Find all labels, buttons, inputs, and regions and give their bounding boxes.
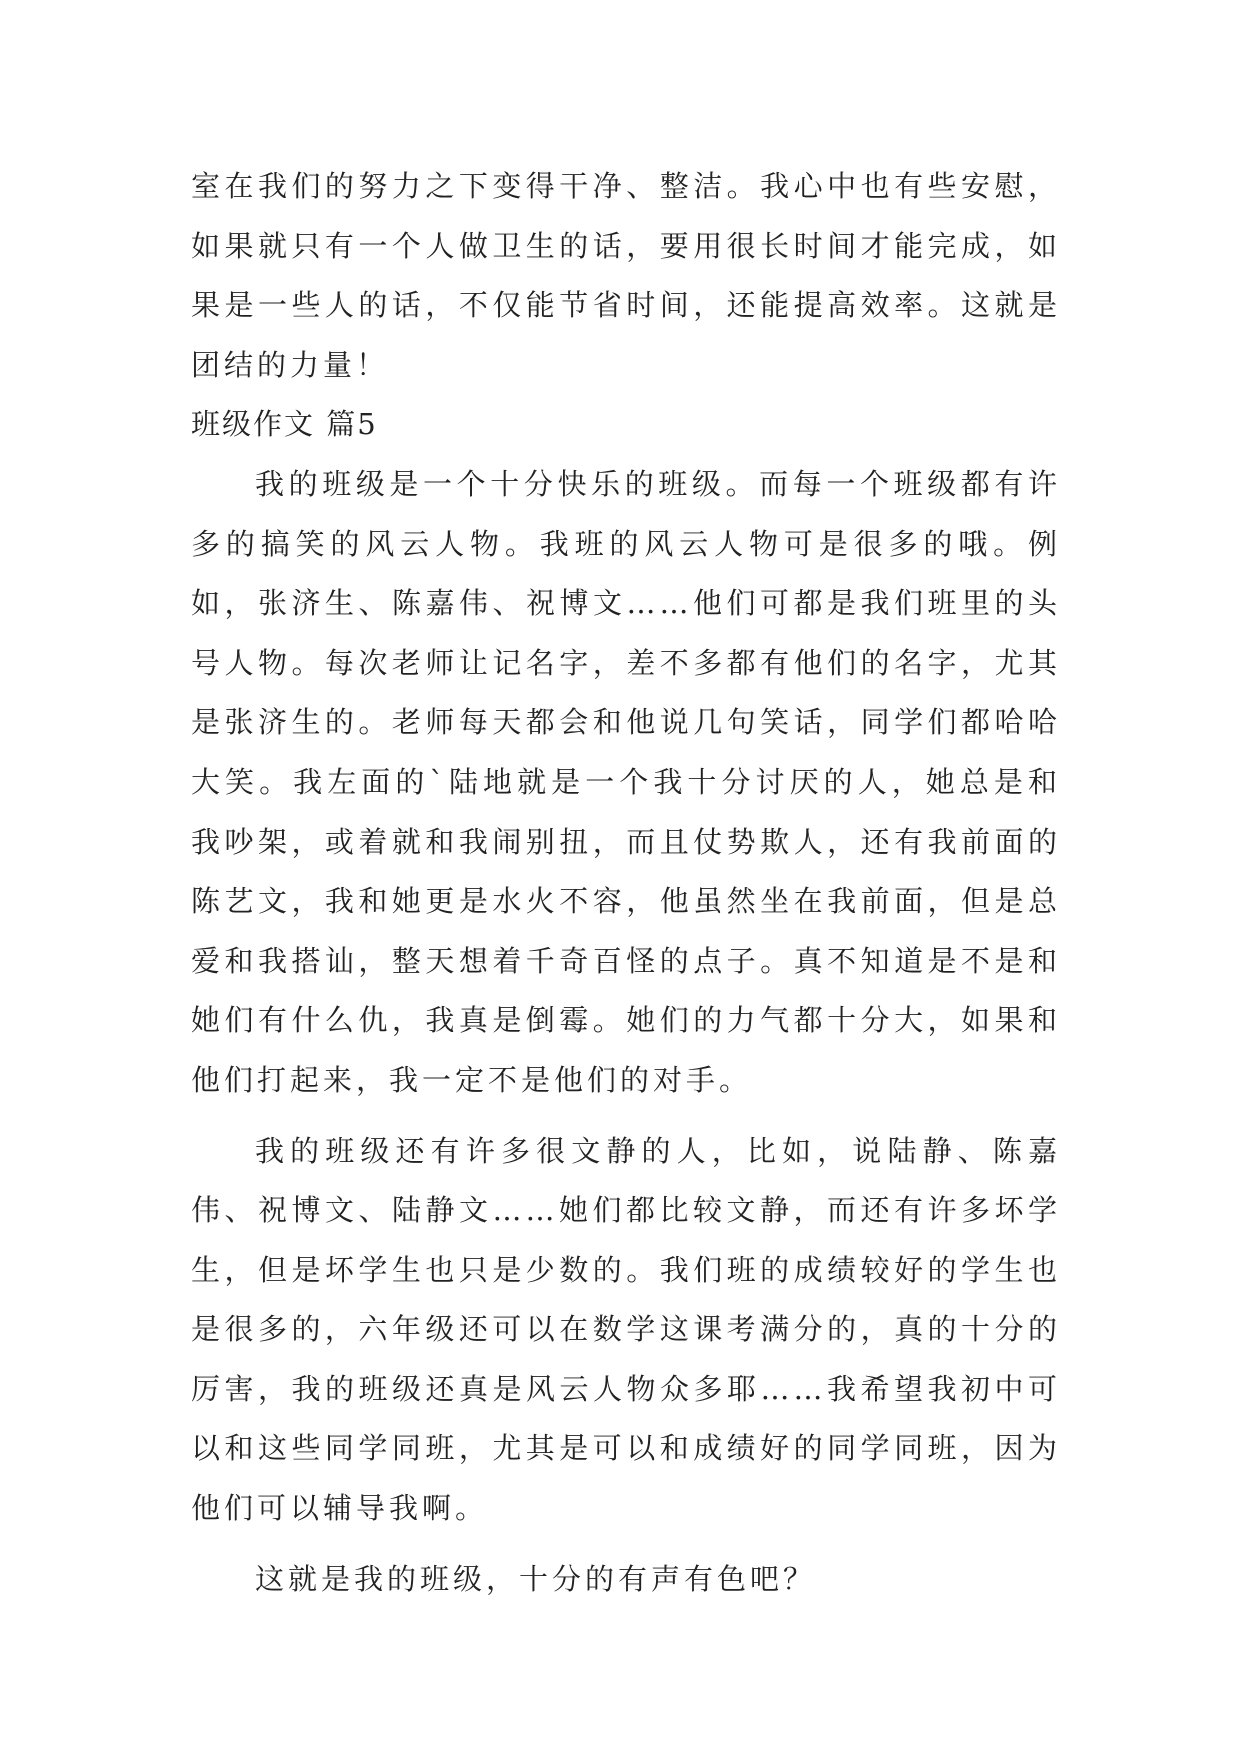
paragraph-2: 我的班级还有许多很文静的人，比如，说陆静、陈嘉伟、祝博文、陆静文……她们都比较文静，而还有许多坏学生，但是坏学生也只是少数的。我们班的成绩较好的学生也是很多的，六年级还可以在数学这课考满分的，真的十分的厉害，我的班级还真是风云人物众多耶……我希望我初中可以和这些同学同班，尤其是可以和成绩好的同学同班，因为他们可以辅导我啊。 xyxy=(191,1133,1061,1526)
paragraph-3: 这就是我的班级，十分的有声有色吧？ xyxy=(255,1561,817,1596)
continued-paragraph: 室在我们的努力之下变得干净、整洁。我心中也有些安慰，如果就只有一个人做卫生的话，要用很长时间才能完成，如果是一些人的话，不仅能节省时间，还能提高效率。这就是团结的力量！ xyxy=(191,169,1061,382)
section-title: 班级作文 篇5 xyxy=(191,407,378,442)
document-body xyxy=(191,157,1061,1609)
paragraph-1: 我的班级是一个十分快乐的班级。而每一个班级都有许多的搞笑的风云人物。我班的风云人物可是很多的哦。例如，张济生、陈嘉伟、祝博文……他们可都是我们班里的头号人物。每次老师让记名字，差不多都有他们的名字，尤其是张济生的。老师每天都会和他说几句笑话，同学们都哈哈大笑。我左面的`陆地就是一个我十分讨厌的人，她总是和我吵架，或着就和我闹别扭，而且仗势欺人，还有我前面的陈艺文，我和她更是水火不容，他虽然坐在我前面，但是总爱和我搭讪，整天想着千奇百怪的点子。真不知道是不是和她们有什么仇，我真是倒霉。她们的力气都十分大，如果和他们打起来，我一定不是他们的对手。 xyxy=(191,466,1061,1097)
